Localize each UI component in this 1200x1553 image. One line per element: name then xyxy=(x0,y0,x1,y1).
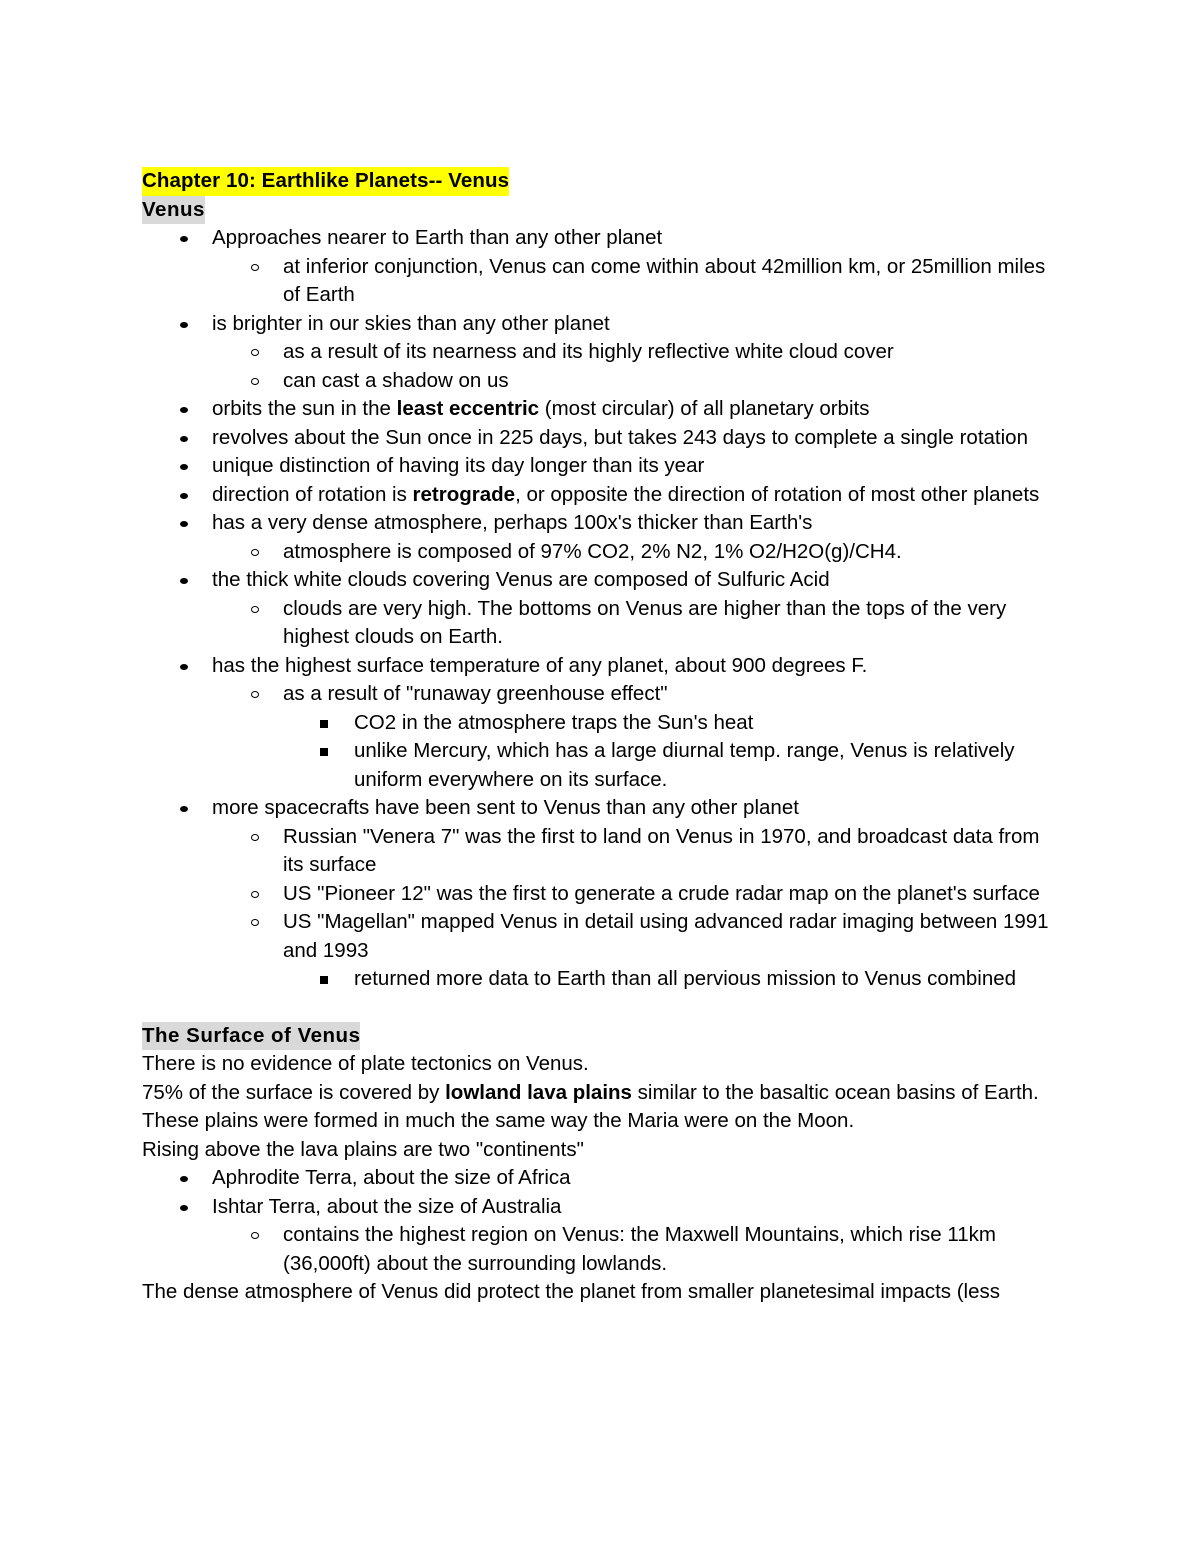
venus-heading-row xyxy=(142,196,1062,225)
bullet-dot-icon xyxy=(176,1193,196,1221)
list-item xyxy=(142,709,1062,738)
list-item-text: can cast a shadow on us xyxy=(283,368,509,392)
list-item xyxy=(142,823,1062,880)
list-item xyxy=(142,253,1062,310)
list-item-text: atmosphere is composed of 97% CO2, 2% N2, 1% O2/H2O(g)/CH4. xyxy=(283,539,902,563)
list-item-text: direction of rotation is xyxy=(212,482,413,506)
list-item xyxy=(142,595,1062,652)
bullet-square-icon xyxy=(316,965,336,993)
bullet-circle-icon xyxy=(247,338,267,366)
list-item xyxy=(142,367,1062,396)
list-item xyxy=(142,509,1062,538)
list-item xyxy=(142,965,1062,994)
blank-line xyxy=(142,994,1062,1022)
list-item xyxy=(142,794,1062,823)
list-item xyxy=(142,538,1062,567)
paragraph: There is no evidence of plate tectonics on Venus. xyxy=(142,1052,589,1075)
list-item xyxy=(142,908,1062,965)
list-item-text: unlike Mercury, which has a large diurnal temp. range, Venus is relatively uniform everywhere on its surface. xyxy=(354,739,1015,791)
bold-term: least eccentric xyxy=(396,397,540,420)
bullet-dot-icon xyxy=(176,566,196,594)
paragraph: Rising above the lava plains are two "continents" xyxy=(142,1137,584,1161)
bullet-dot-icon xyxy=(176,310,196,338)
list-item-text: more spacecrafts have been sent to Venus than any other planet xyxy=(212,796,799,819)
bold-term: lowland lava plains xyxy=(445,1080,632,1104)
bullet-circle-icon xyxy=(247,595,267,623)
list-item-text: has a very dense atmosphere, perhaps 100x's thicker than Earth's xyxy=(212,511,813,534)
list-item xyxy=(142,481,1062,510)
list-item-text: returned more data to Earth than all pervious mission to Venus combined xyxy=(354,967,1017,990)
list-item xyxy=(142,452,1062,481)
list-item xyxy=(142,566,1062,595)
section-heading-venus: Venus xyxy=(142,196,205,225)
list-item-text: as a result of its nearness and its highly reflective white cloud cover xyxy=(283,340,894,363)
document-page xyxy=(142,167,1062,1307)
list-item-text: contains the highest region on Venus: the Maxwell Mountains, which rise 11km (36,000ft) about the surrounding lowlands. xyxy=(283,1223,996,1275)
list-item-text: (most circular) of all planetary orbits xyxy=(539,397,870,420)
bullet-square-icon xyxy=(316,709,336,737)
bullet-circle-icon xyxy=(247,880,267,908)
list-item-text: has the highest surface temperature of any planet, about 900 degrees F. xyxy=(212,653,868,677)
continents-list xyxy=(142,1164,1062,1278)
list-item-text: US "Magellan" mapped Venus in detail using advanced radar imaging between 1991 and 1993 xyxy=(283,910,1049,962)
bullet-dot-icon xyxy=(176,224,196,252)
list-item xyxy=(142,395,1062,424)
list-item xyxy=(142,652,1062,681)
list-item-text: orbits the sun in the xyxy=(212,397,397,420)
chapter-title-row xyxy=(142,167,1062,196)
list-item-text: CO2 in the atmosphere traps the Sun's heat xyxy=(354,710,754,734)
list-item-text: the thick white clouds covering Venus are composed of Sulfuric Acid xyxy=(212,568,830,591)
list-item-text: revolves about the Sun once in 225 days, but takes 243 days to complete a single rotation xyxy=(212,425,1028,449)
list-item xyxy=(142,1193,1062,1222)
list-item xyxy=(142,1164,1062,1193)
list-item xyxy=(142,880,1062,909)
bullet-circle-icon xyxy=(247,253,267,281)
list-item xyxy=(142,424,1062,453)
paragraph-text: 75% of the surface is covered by xyxy=(142,1080,446,1104)
list-item xyxy=(142,680,1062,709)
section-heading-surface: The Surface of Venus xyxy=(142,1022,360,1051)
list-item-text: is brighter in our skies than any other planet xyxy=(212,311,610,335)
bullet-dot-icon xyxy=(176,794,196,822)
list-item xyxy=(142,1221,1062,1278)
bullet-circle-icon xyxy=(247,1221,267,1249)
bold-term: retrograde xyxy=(412,482,516,506)
chapter-title: Chapter 10: Earthlike Planets-- Venus xyxy=(142,167,509,196)
list-item-text: as a result of "runaway greenhouse effect" xyxy=(283,682,668,705)
list-item-text: at inferior conjunction, Venus can come within about 42million km, or 25million miles of Earth xyxy=(283,254,1046,306)
bullet-circle-icon xyxy=(247,538,267,566)
list-item xyxy=(142,338,1062,367)
bullet-dot-icon xyxy=(176,1164,196,1192)
bullet-dot-icon xyxy=(176,395,196,423)
list-item-text: Ishtar Terra, about the size of Australia xyxy=(212,1194,562,1218)
bullet-circle-icon xyxy=(247,908,267,936)
bullet-dot-icon xyxy=(176,424,196,452)
paragraph-text: similar to the basaltic ocean basins of Earth. These plains were formed in much the same way the Maria were on the Moon. xyxy=(142,1080,1039,1132)
paragraph xyxy=(142,1079,1062,1136)
bullet-dot-icon xyxy=(176,481,196,509)
bullet-dot-icon xyxy=(176,452,196,480)
venus-bullet-list xyxy=(142,224,1062,994)
list-item-text: Russian "Venera 7" was the first to land on Venus in 1970, and broadcast data from its surface xyxy=(283,824,1040,876)
list-item-text: Approaches nearer to Earth than any other planet xyxy=(212,226,663,249)
bullet-dot-icon xyxy=(176,509,196,537)
bullet-circle-icon xyxy=(247,680,267,708)
list-item-text: , or opposite the direction of rotation of most other planets xyxy=(515,482,1040,506)
bullet-circle-icon xyxy=(247,823,267,851)
list-item xyxy=(142,224,1062,253)
list-item-text: unique distinction of having its day longer than its year xyxy=(212,454,705,477)
paragraph: The dense atmosphere of Venus did protect the planet from smaller planetesimal impacts (less xyxy=(142,1280,1001,1303)
list-item-text: Aphrodite Terra, about the size of Africa xyxy=(212,1166,571,1189)
surface-heading-row xyxy=(142,1022,1062,1051)
list-item-text: US "Pioneer 12" was the first to generate a crude radar map on the planet's surface xyxy=(283,881,1040,905)
list-item-text: clouds are very high. The bottoms on Venus are higher than the tops of the very highest clouds on Earth. xyxy=(283,596,1007,648)
bullet-square-icon xyxy=(316,737,336,765)
bullet-dot-icon xyxy=(176,652,196,680)
list-item xyxy=(142,310,1062,339)
bullet-circle-icon xyxy=(247,367,267,395)
list-item xyxy=(142,737,1062,794)
